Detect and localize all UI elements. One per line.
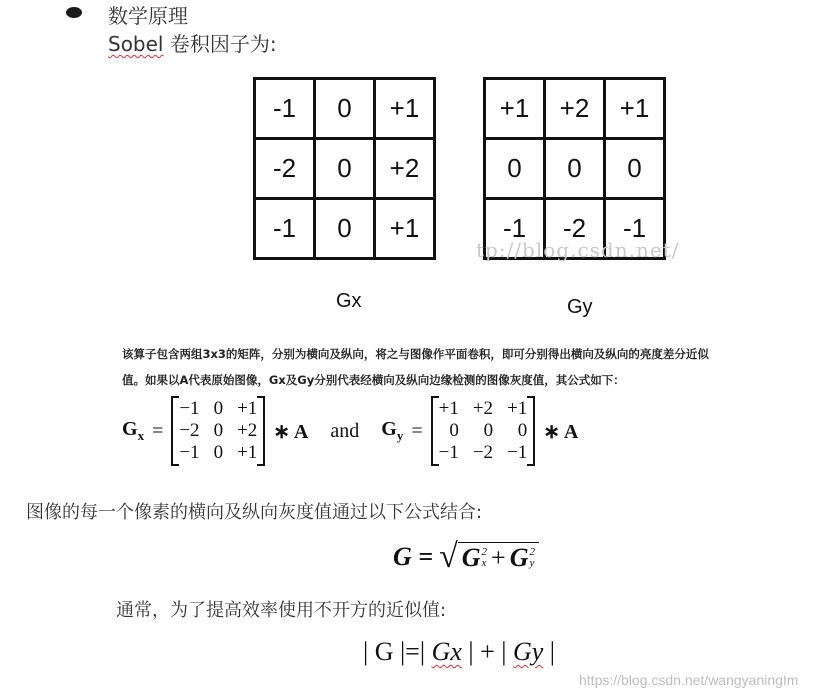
times-a: ∗ A	[543, 420, 579, 443]
gx-cell: -1	[255, 79, 315, 139]
sqrt-sign: √	[439, 538, 458, 575]
equals-sign: =	[411, 419, 423, 442]
section-title: 数学原理	[108, 4, 188, 28]
gx-cell: -2	[255, 139, 315, 199]
gx-cell: 0	[315, 199, 375, 259]
approx-text: 通常，为了提高效率使用不开方的近似值:	[116, 600, 447, 621]
gx-caption: Gx	[336, 290, 362, 312]
gx-cell: -1	[255, 199, 315, 259]
description-line-2: 值。如果以A代表原始图像，Gx及Gy分别代表经横向及纵向边缘检测的图像灰度值，其公式如下：	[122, 373, 625, 387]
gy-cell: -1	[485, 199, 545, 259]
gy-cell: +1	[605, 79, 665, 139]
gx-cell: +1	[375, 199, 435, 259]
gx-cell: +1	[375, 79, 435, 139]
gy-cell: 0	[485, 139, 545, 199]
bullet-dot	[66, 7, 82, 18]
gx-cell: +2	[375, 139, 435, 199]
times-a: ∗ A	[273, 420, 309, 443]
gy-cell: -2	[545, 199, 605, 259]
and-word: and	[330, 419, 360, 442]
combine-text: 图像的每一个像素的横向及纵向灰度值通过以下公式结合:	[26, 502, 483, 523]
gy-cell: +2	[545, 79, 605, 139]
gx-lhs: $G_x$	[122, 418, 145, 443]
gx-cell: 0	[315, 79, 375, 139]
sobel-word: Sobel	[108, 32, 164, 56]
gy-lhs: $G_y$	[381, 418, 404, 443]
sobel-intro-rest: 卷积因子为:	[163, 32, 277, 56]
magnitude-formula: G = √ G 2 x + G 2 y	[393, 540, 539, 574]
gy-cell: 0	[605, 139, 665, 199]
gy-kernel-table	[483, 77, 666, 260]
sobel-intro	[108, 28, 277, 57]
gy-matrix: +1 +2 +1 0 0 0 −1 −2 −1	[431, 396, 536, 466]
gx-cell: 0	[315, 139, 375, 199]
watermark: tp://blog.csdn.net/	[476, 238, 680, 262]
convolution-equation	[122, 396, 578, 466]
sqrt-radicand: G 2 x + G 2 y	[458, 542, 539, 573]
approx-formula: | G |=| Gx | + | Gy |	[363, 637, 556, 666]
gx-matrix: −1 0 +1 −2 0 +2 −1 0 +1	[171, 396, 265, 466]
gy-cell: 0	[545, 139, 605, 199]
gy-caption: Gy	[567, 296, 593, 318]
equals-sign: =	[152, 419, 164, 442]
gy-cell: -1	[605, 199, 665, 259]
gy-cell: +1	[485, 79, 545, 139]
gx-kernel-table	[253, 77, 436, 260]
description-line-1: 该算子包含两组3x3的矩阵，分别为横向及纵向，将之与图像作平面卷积，即可分别得出横向及纵向的亮度差分近似	[122, 347, 709, 361]
footer-url: https://blog.csdn.net/wangyaningIm	[579, 672, 799, 688]
